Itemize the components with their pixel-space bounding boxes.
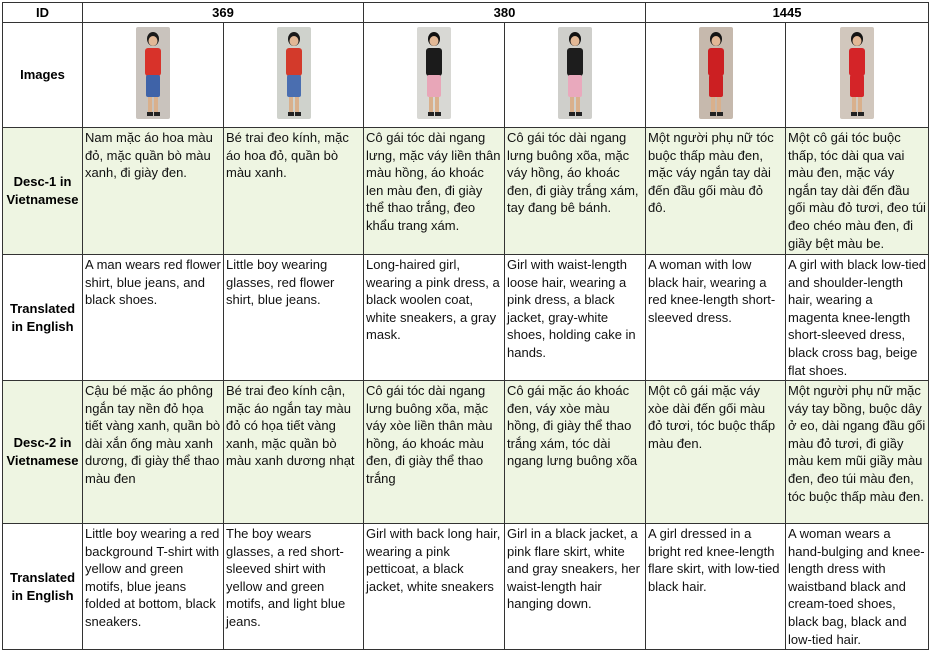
trans2-row-label [3,524,83,650]
trans2-row [3,524,929,650]
id-header: ID [3,3,83,23]
figure-shape [576,97,580,113]
comparison-table [2,2,929,650]
desc-cell: Cậu bé mặc áo phông ngắn tay nền đỏ họa tiết vàng xanh, quần bò dài xắn ống màu xanh dương, đi giày thể thao màu đen [83,381,224,524]
figure-shape [710,112,716,116]
desc-cell: Một cô gái mặc váy xòe dài đến gối màu đỏ tươi, tóc buộc thấp màu đen. [646,381,786,524]
person-image [840,27,874,119]
figure-shape [568,75,582,97]
translation-cell: Girl with back long hair, wearing a pink petticoat, a black jacket, white sneakers [364,524,505,650]
figure-shape [426,48,442,76]
figure-shape [287,75,301,97]
translation-cell: A girl dressed in a bright red knee-length flare skirt, with low-tied black hair. [646,524,786,650]
trans1-row [3,255,929,381]
person-image [699,27,733,119]
images-row [3,23,929,128]
translation-cell: A girl with black low-tied and shoulder-length hair, wearing a magenta knee-length short-sleeved dress, black cross bag, beige flat shoes. [786,255,929,381]
figure-shape [576,112,582,116]
desc-cell: Một cô gái tóc buộc thấp, tóc dài qua vai màu đen, mặc váy ngắn tay dài đến đầu gối màu đỏ tươi, đeo túi đeo chéo màu đen, đi giầy bệt màu be. [786,128,929,255]
figure-shape [295,97,299,113]
desc-cell: Cô gái tóc dài ngang lưng, mặc váy liền thân màu hồng, áo khoác len màu đen, đi giày thể thao trắng, đeo khẩu trang xám. [364,128,505,255]
image-cell [224,23,364,128]
image-cell [505,23,646,128]
figure-shape [858,97,862,113]
figure-shape [286,48,302,76]
figure-shape [145,48,161,76]
desc-cell: Nam mặc áo hoa màu đỏ, mặc quần bò màu xanh, đi giày đen. [83,128,224,255]
figure-shape [853,36,862,46]
person-image [136,27,170,119]
desc2-row [3,381,929,524]
translation-cell: Girl in a black jacket, a pink flare skirt, white and gray sneakers, her waist-length hair hanging down. [505,524,646,650]
translation-cell: Little boy wearing glasses, red flower shirt, blue jeans. [224,255,364,381]
translation-cell: A man wears red flower shirt, blue jeans, and black shoes. [83,255,224,381]
figure-shape [569,112,575,116]
figure-shape [154,112,160,116]
translation-cell: A woman with low black hair, wearing a red knee-length short-sleeved dress. [646,255,786,381]
desc-cell: Cô gái tóc dài ngang lưng buông xõa, mặc váy xòe liền thân màu hồng, áo khoác màu đen, đi giày thể thao trắng [364,381,505,524]
label-line: in English [11,318,74,334]
person-image [417,27,451,119]
translation-cell: Little boy wearing a red background T-shirt with yellow and green motifs, blue jeans folded at bottom, black sneakers. [83,524,224,650]
figure-shape [711,97,715,113]
figure-shape [148,97,152,113]
figure-shape [852,97,856,113]
figure-shape [709,75,723,97]
desc-cell: Cô gái tóc dài ngang lưng buông xõa, mặc váy hồng, áo khoác đen, đi giày trắng xám, tay đang bê bánh. [505,128,646,255]
figure-shape [154,97,158,113]
desc-cell: Cô gái mặc áo khoác đen, váy xòe màu hồng, đi giày thể thao trắng xám, tóc dài ngang lưng buông xõa [505,381,646,524]
figure-shape [146,75,160,97]
desc-cell: Một người phụ nữ tóc buộc thấp màu đen, mặc váy ngắn tay dài đến đầu gối màu đỏ đô. [646,128,786,255]
image-cell [364,23,505,128]
image-cell [646,23,786,128]
trans1-row-label [3,255,83,381]
desc1-row [3,128,929,255]
figure-shape [567,48,583,76]
desc-cell: Bé trai đeo kính cận, mặc áo ngắn tay màu đỏ có họa tiết vàng xanh, mặc quần bò màu xanh dương nhạt [224,381,364,524]
label-line: Translated [9,569,76,585]
desc-cell: Một người phụ nữ mặc váy tay bồng, buộc dây ở eo, dài ngang đầu gối màu đỏ tươi, đi giầy màu kem mũi giầy màu đen, đeo túi màu đen, tóc buộc thấp màu đen. [786,381,929,524]
figure-shape [289,36,298,46]
person-image [558,27,592,119]
figure-shape [570,97,574,113]
figure-shape [295,112,301,116]
image-cell [83,23,224,128]
figure-shape [427,75,441,97]
figure-shape [851,112,857,116]
desc2-row-label [3,381,83,524]
label-line: Desc-1 in [13,174,72,189]
desc1-row-label [3,128,83,255]
figure-shape [708,48,724,76]
image-cell [786,23,929,128]
translation-cell: The boy wears glasses, a red short-sleeved shirt with yellow and green motifs, and light blue jeans. [224,524,364,650]
figure-shape [850,75,864,97]
figure-shape [288,112,294,116]
figure-shape [717,97,721,113]
label-line: Desc-2 in [13,435,72,450]
figure-shape [430,36,439,46]
translation-cell: Girl with waist-length loose hair, wearing a pink dress, a black jacket, gray-white shoes, holding cake in hands. [505,255,646,381]
desc-cell: Bé trai đeo kính, mặc áo hoa đỏ, quần bò màu xanh. [224,128,364,255]
header-row [3,3,929,23]
id-380-header: 380 [364,3,646,23]
figure-shape [289,97,293,113]
figure-shape [717,112,723,116]
figure-shape [711,36,720,46]
figure-shape [435,97,439,113]
person-image [277,27,311,119]
figure-shape [849,48,865,76]
label-line: Translated [9,300,76,316]
figure-shape [428,112,434,116]
images-row-label: Images [3,23,83,128]
label-line: Vietnamese [6,453,79,468]
id-1445-header: 1445 [646,3,929,23]
figure-shape [571,36,580,46]
label-line: Vietnamese [6,192,79,207]
figure-shape [435,112,441,116]
figure-shape [858,112,864,116]
figure-shape [429,97,433,113]
translation-cell: A woman wears a hand-bulging and knee-length dress with waistband black and cream-toed shoes, black bag, black and low-tied hair. [786,524,929,650]
label-line: in English [11,587,74,603]
figure-shape [149,36,158,46]
id-369-header: 369 [83,3,364,23]
translation-cell: Long-haired girl, wearing a pink dress, a black woolen coat, white sneakers, a gray mask. [364,255,505,381]
figure-shape [147,112,153,116]
